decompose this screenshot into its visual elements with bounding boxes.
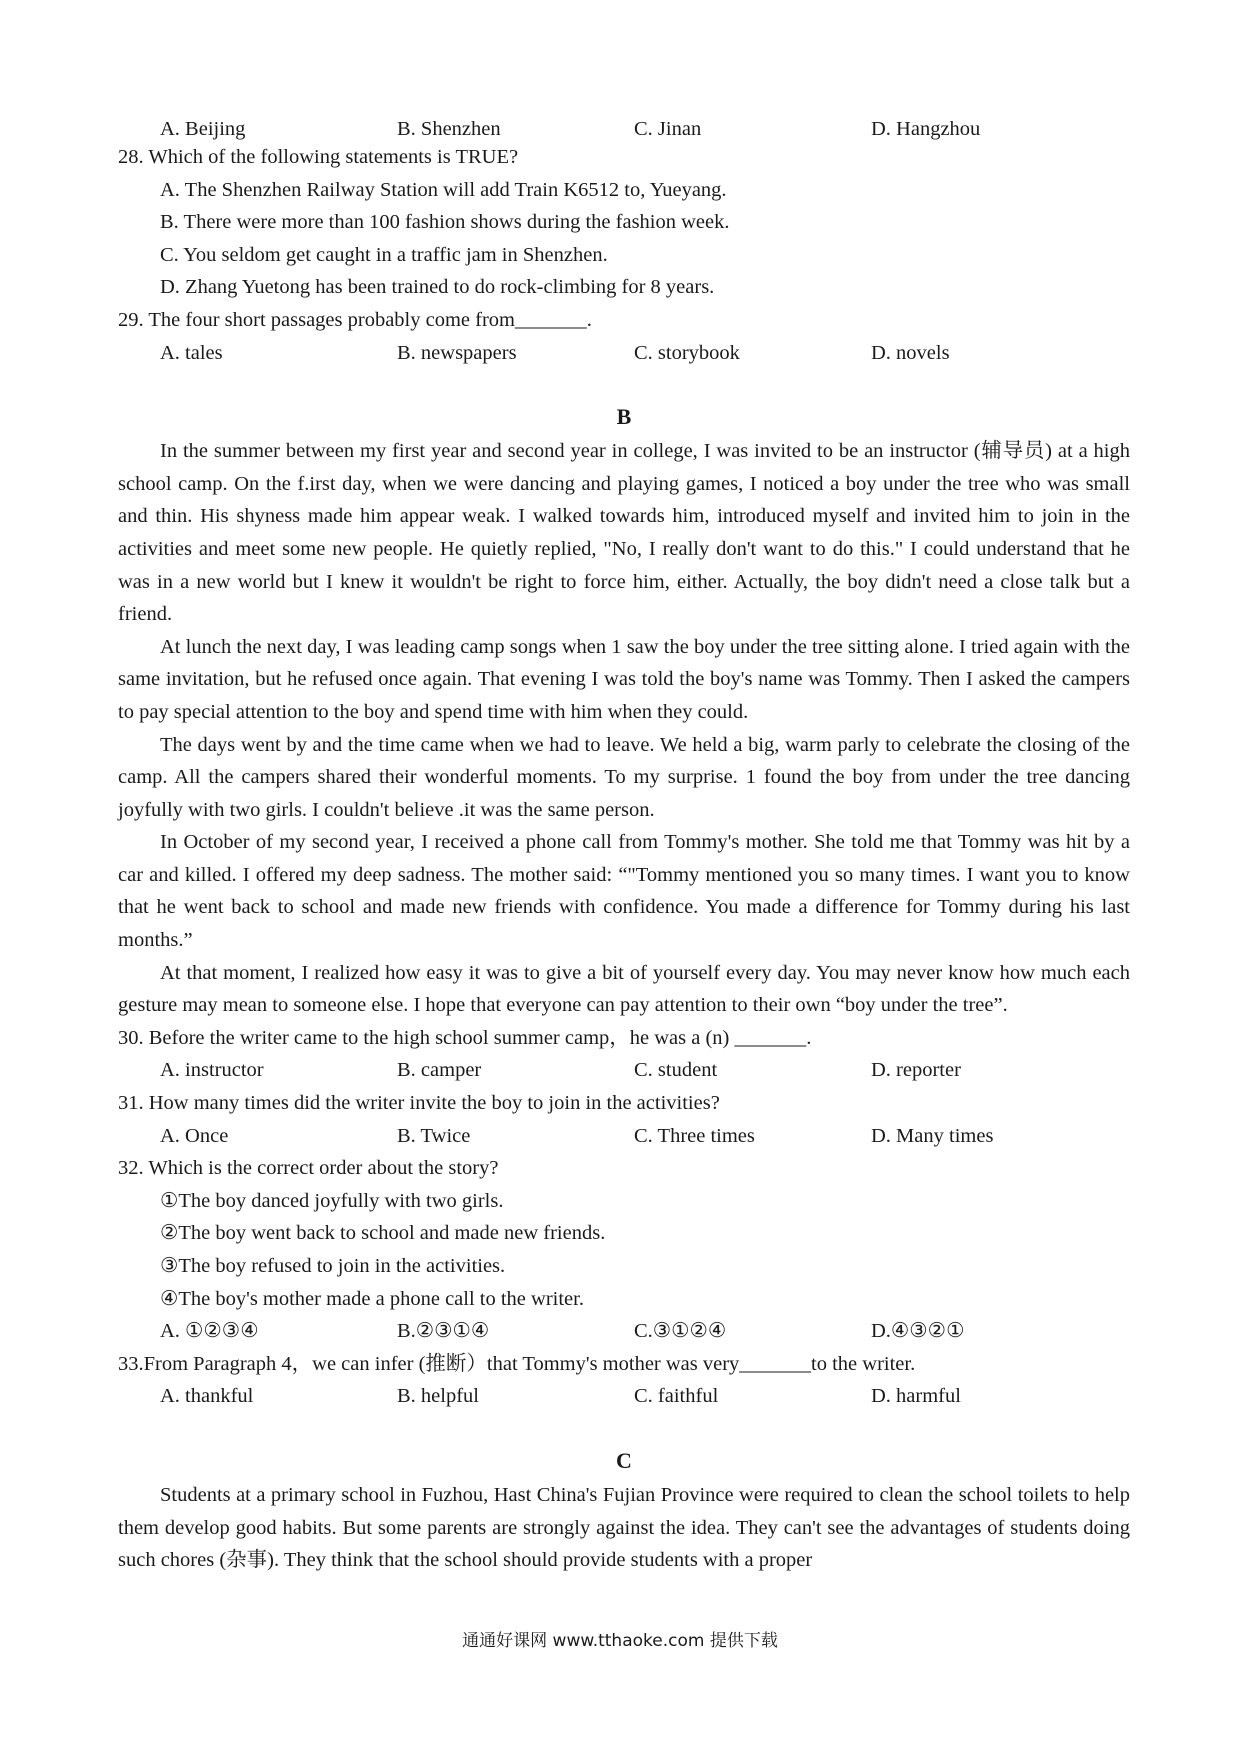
q28-option-b: B. There were more than 100 fashion shows during the fashion week. [160, 211, 730, 234]
option-b: B. Twice [397, 1124, 471, 1147]
option-c: C. Jinan [634, 118, 702, 140]
option-b: B. helpful [397, 1385, 479, 1408]
q32-event-3: ③The boy refused to join in the activities. [160, 1255, 506, 1277]
q33-stem: 33.From Paragraph 4，we can infer (推断）that Tommy's mother was very_______to the writer. [118, 1352, 916, 1375]
option-c: C. faithful [634, 1385, 719, 1408]
q32-stem: 32. Which is the correct order about the story? [118, 1157, 499, 1180]
option-c: C. student [634, 1059, 718, 1082]
option-d: D. harmful [871, 1385, 961, 1408]
option-d: D. novels [871, 341, 950, 364]
option-a: A. instructor [160, 1059, 264, 1082]
q28-option-c: C. You seldom get caught in a traffic jam in Shenzhen. [160, 243, 608, 266]
section-b-heading: B [616, 404, 632, 430]
q31-options [118, 1120, 1130, 1153]
option-a: A. Once [160, 1124, 229, 1147]
section-c-heading: C [616, 1447, 632, 1473]
option-b: B.②③①④ [397, 1320, 490, 1343]
q28-option-d: D. Zhang Yuetong has been trained to do rock-climbing for 8 years. [160, 276, 715, 299]
q29-options [118, 337, 1130, 370]
option-c: C. storybook [634, 341, 740, 364]
section-b-paragraph-1: In the summer between my first year and second year in college, I was invited to be an instructor (辅导员) at a high school camp. On the f.irst day, when we were dancing and playing games, I noticed a boy under the tree who was small and thin. His shyness made him appear weak. I walked towards him, introduced myself and invited him to join in the activities and meet some new people. He quietly replied, "No, I really don't want to do this." I could understand that he was in a new world but I knew it wouldn't be right to force him, either. Actually, the boy didn't need a close talk but a friend. [118, 440, 1130, 626]
section-b-paragraph-5: At that moment, I realized how easy it was to give a bit of yourself every day. You may never know how much each gesture may mean to someone else. I hope that everyone can pay attention to their own “boy under the tree”. [118, 961, 1130, 1017]
q33-options [118, 1380, 1130, 1413]
q32-event-4: ④The boy's mother made a phone call to the writer. [160, 1287, 584, 1310]
option-a: A. tales [160, 341, 223, 364]
option-d: D. Many times [871, 1124, 994, 1147]
q30-options [118, 1054, 1130, 1087]
option-c: C.③①②④ [634, 1320, 727, 1343]
section-b-paragraph-2: At lunch the next day, I was leading camp songs when 1 saw the boy under the tree sitting alone. I tried again with the same invitation, but he refused once again. That evening I was told the boy's name was Tommy. Then I asked the campers to pay special attention to the boy and spend time with him when they could. [118, 635, 1130, 723]
section-b-paragraph-3: The days went by and the time came when we had to leave. We held a big, warm parly to celebrate the closing of the camp. All the campers shared their wonderful moments. To my surprise. 1 found the boy from under the tree dancing joyfully with two girls. I couldn't believe .it was the same person. [118, 733, 1130, 821]
option-d: D. reporter [871, 1059, 961, 1082]
option-b: B. camper [397, 1059, 482, 1082]
q32-event-2: ②The boy went back to school and made new friends. [160, 1222, 606, 1245]
q28-option-a: A. The Shenzhen Railway Station will add Train K6512 to, Yueyang. [160, 178, 727, 201]
option-d: D. Hangzhou [871, 118, 981, 140]
section-c-paragraph: Students at a primary school in Fuzhou, Hast China's Fujian Province were required to clean the school toilets to help them develop good habits. But some parents are strongly against the idea. They can't see the advantages of students doing such chores (杂事). They think that the school should provide students with a proper [118, 1483, 1130, 1572]
q29-stem: 29. The four short passages probably come from_______. [118, 308, 592, 331]
q32-options [118, 1315, 1130, 1348]
q28-stem: 28. Which of the following statements is TRUE? [118, 146, 519, 168]
option-c: C. Three times [634, 1124, 755, 1147]
q27-options [118, 118, 1130, 141]
page-footer: 通通好课网 www.tthaoke.com 提供下载 [462, 1631, 778, 1651]
option-a: A. ①②③④ [160, 1320, 259, 1343]
option-a: A. thankful [160, 1385, 254, 1408]
q32-event-1: ①The boy danced joyfully with two girls. [160, 1189, 504, 1212]
option-b: B. newspapers [397, 341, 517, 364]
q30-stem: 30. Before the writer came to the high school summer camp，he was a (n) _______. [118, 1026, 812, 1049]
q31-stem: 31. How many times did the writer invite the boy to join in the activities? [118, 1092, 720, 1115]
exam-page [118, 118, 1130, 1577]
option-b: B. Shenzhen [397, 118, 501, 140]
section-b-paragraph-4: In October of my second year, I received a phone call from Tommy's mother. She told me that Tommy was hit by a car and killed. I offered my deep sadness. The mother said: “"Tommy mentioned you so many times. I want you to know that he went back to school and made new friends with confidence. You made a difference for Tommy during his last months.” [118, 831, 1130, 952]
option-a: A. Beijing [160, 118, 246, 140]
option-d: D.④③②① [871, 1320, 965, 1343]
